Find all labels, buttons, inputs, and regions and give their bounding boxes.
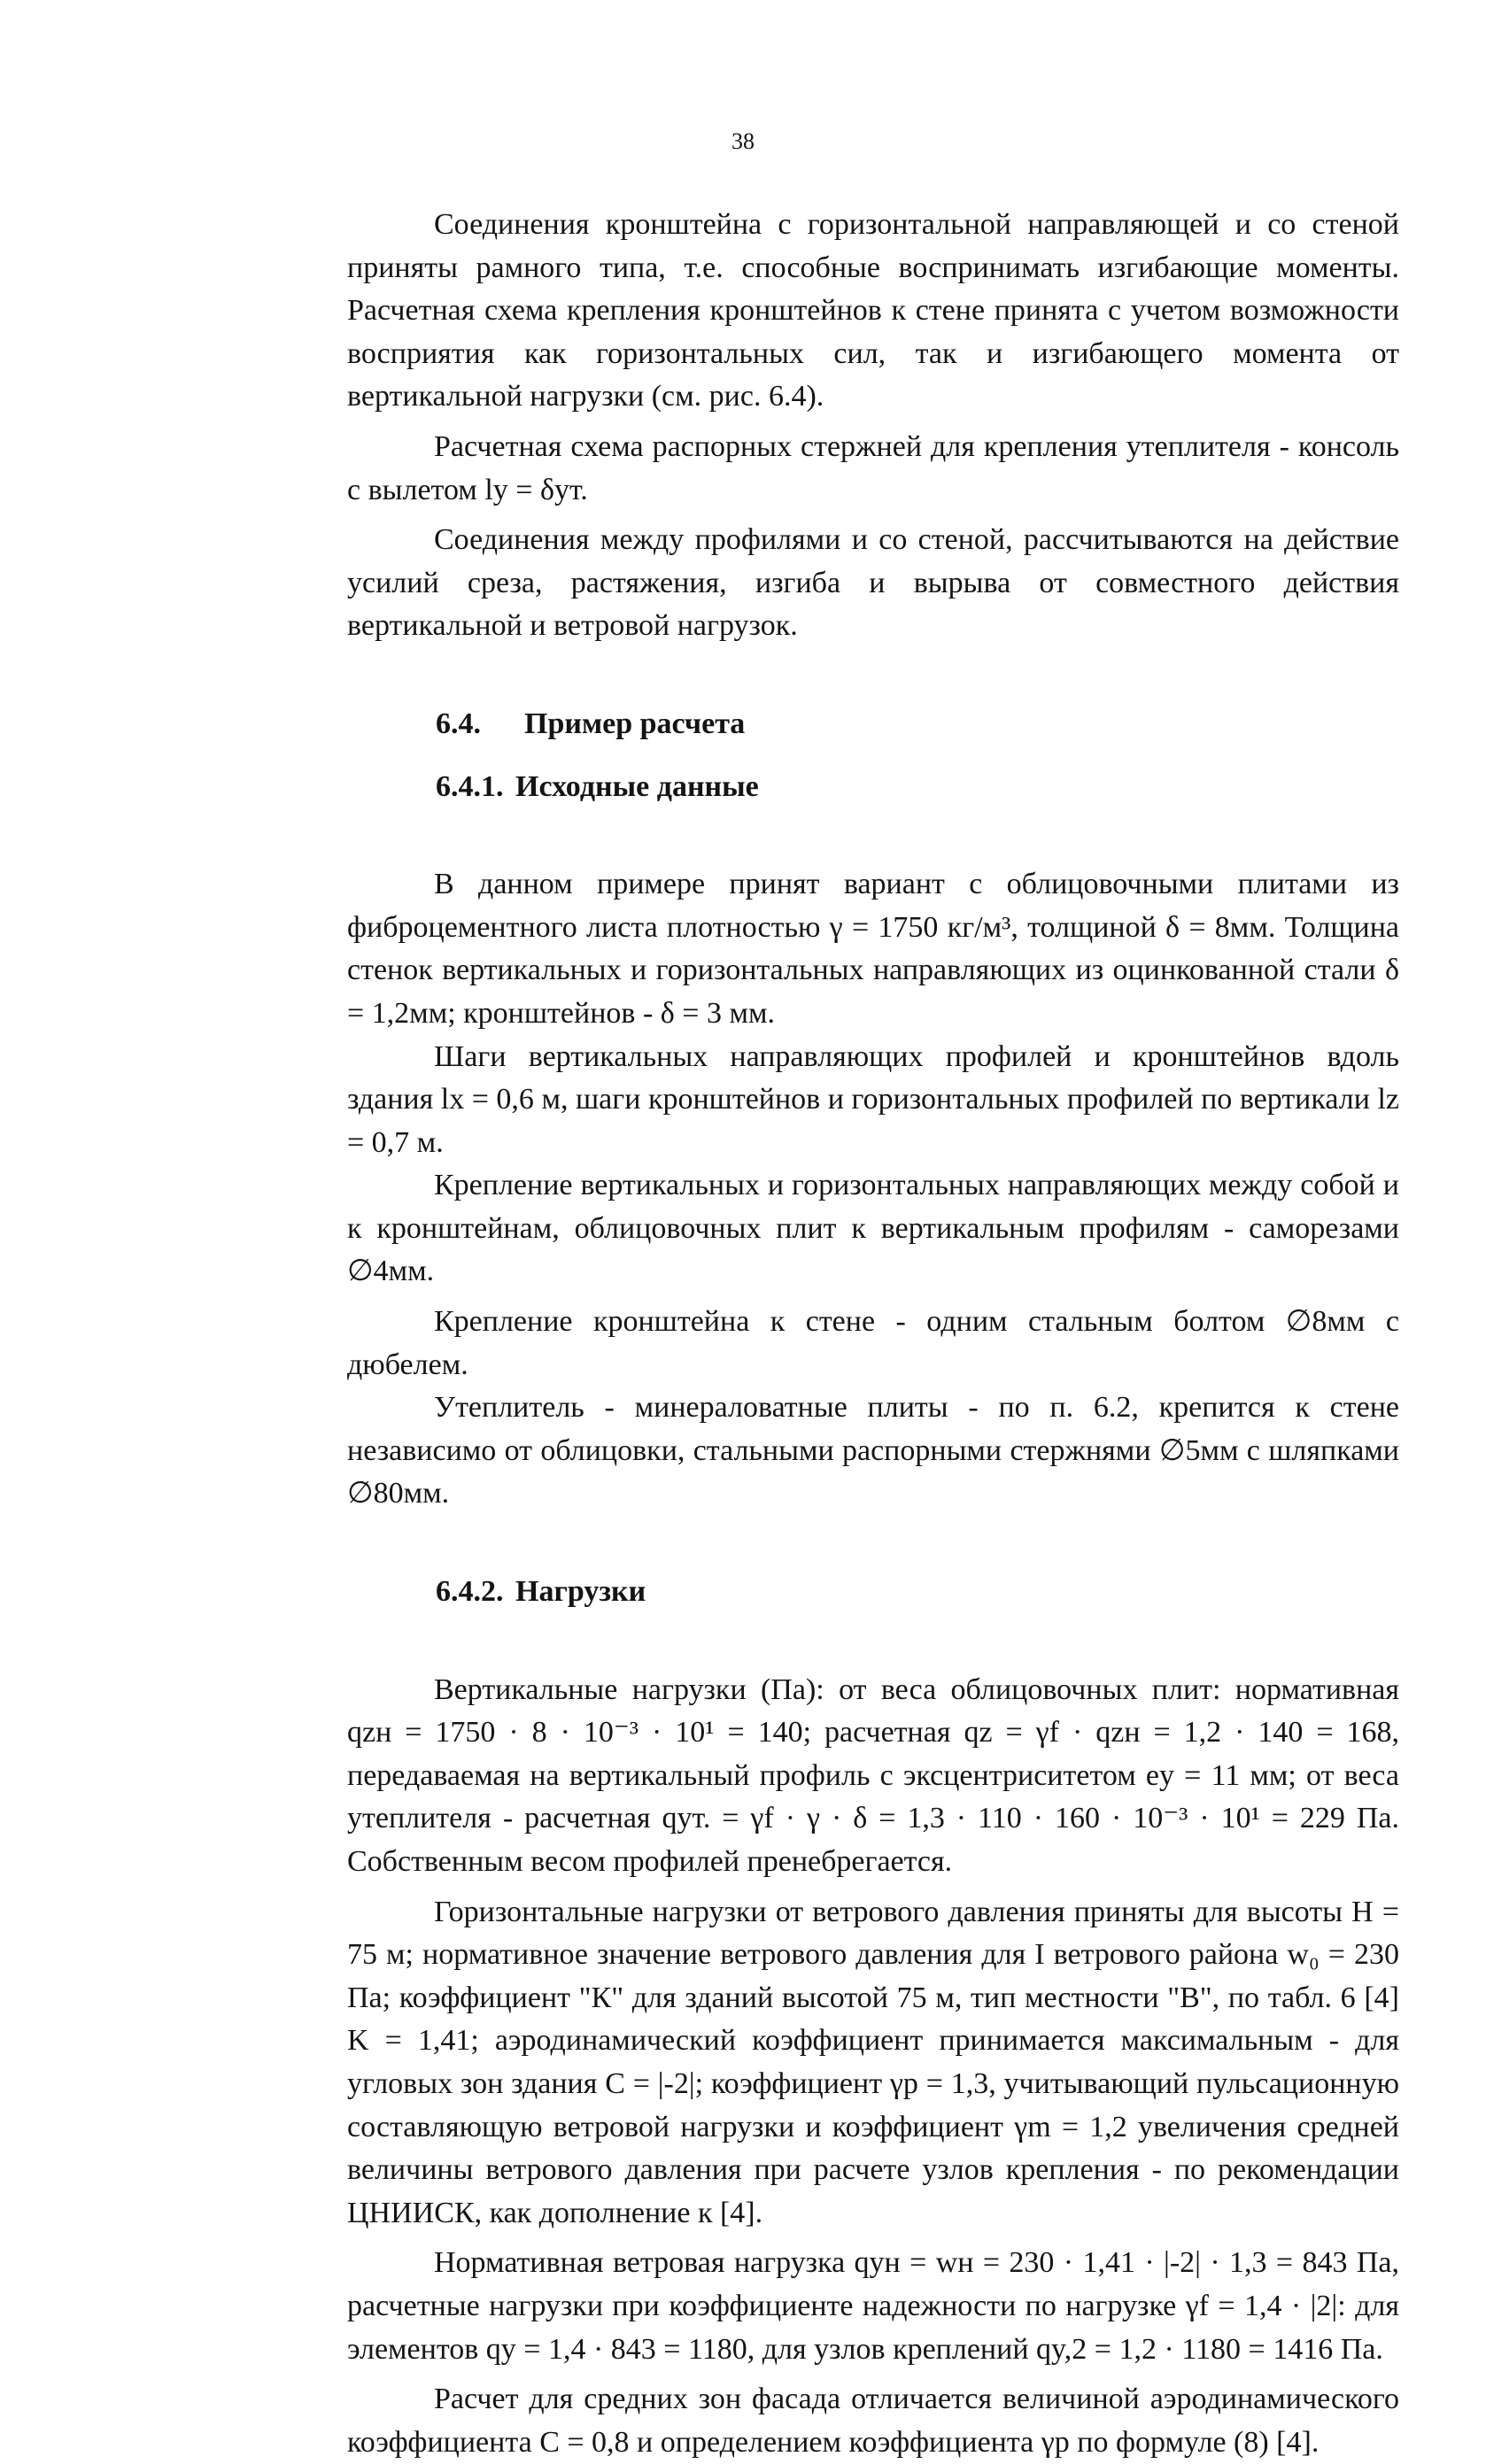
paragraph: Расчетная схема распорных стержней для крепления утеплителя - консоль с вылетом lу = δут. [347, 429, 1399, 506]
paragraph: Соединения между профилями и со стеной, рассчитываются на действие усилий среза, растяжения, изгиба и вырыва от совместного действия вертикальной и ветровой нагрузок. [347, 523, 1399, 643]
subsection-number: 6.4.2. [436, 1575, 504, 1609]
paragraph: Крепление кронштейна к стене - одним стальным болтом ∅8мм с дюбелем. [347, 1305, 1399, 1381]
section-title: Пример расчета [524, 707, 746, 740]
paragraph: В данном примере принят вариант с облицовочными плитами из фиброцементного листа плотностью γ = 1750 кг/м³, толщиной δ = 8мм. Толщина стенок вертикальных и горизонтальных направляющих из оцинкованной стали δ = 1,2мм; кронштейнов - δ = 3 мм. [347, 868, 1399, 1030]
section-number: 6.4. [436, 707, 481, 740]
paragraph: Расчет для средних зон фасада отличается величиной аэродинамического коэффициента C = 0,8 и определением коэффициента γp по формуле (8) [4]. [347, 2383, 1399, 2459]
subsection-title: Нагрузки [515, 1575, 646, 1609]
paragraph: Вертикальные нагрузки (Па): от веса облицовочных плит: нормативная qzн = 1750 · 8 · 10⁻³ · 10¹ = 140; расчетная qz = γf · qzн = 1,2 · 140 = 168, передаваемая на вертикальный профиль с эксцентриситетом ey = 11 мм; от веса утеплителя - расчетная qут. = γf · γ · δ = 1,3 · 110 · 160 · 10⁻³ · 10¹ = 229 Па. Собственным весом профилей пренебрегается. [347, 1672, 1399, 1878]
subsection-number: 6.4.1. [436, 769, 504, 803]
paragraph: Крепление вертикальных и горизонтальных направляющих между собой и к кронштейнам, облицовочных плит к вертикальным профилям - саморезами ∅4мм. [347, 1169, 1399, 1288]
paragraph: Нормативная ветровая нагрузка qyн = wн = 230 · 1,41 · |-2| · 1,3 = 843 Па, расчетные нагрузки при коэффициенте надежности по нагрузке γf = 1,4 · |2|: для элементов qy = 1,4 · 843 = 1180, для узлов креплений qy,2 = 1,2 · 1180 = 1416 Па. [347, 2246, 1399, 2366]
paragraph: Соединения кронштейна с горизонтальной направляющей и со стеной приняты рамного типа, т.е. способные воспринимать изгибающие моменты. Расчетная схема крепления кронштейнов к стене принята с учетом возможности восприятия как горизонтальных сил, так и изгибающего момента от вертикальной нагрузки (см. рис. 6.4). [347, 208, 1399, 413]
section-heading [347, 703, 1399, 746]
paragraph: Горизонтальные нагрузки от ветрового давления приняты для высоты H = 75 м; нормативное значение ветрового давления для I ветрового района w₀ = 230 Па; коэффициент "К" для зданий высотой 75 м, тип местности "В", по табл. 6 [4] K = 1,41; аэродинамический коэффициент принимается максимальным - для угловых зон здания C = |-2|; коэффициент γp = 1,3, учитывающий пульсационную составляющую ветровой нагрузки и коэффициент γm = 1,2 увеличения средней величины ветрового давления при расчете узлов крепления - по рекомендации ЦНИИСК, как дополнение к [4]. [347, 1895, 1399, 2229]
subsection-heading [347, 766, 1399, 809]
paragraph: Утеплитель - минераловатные плиты - по п. 6.2, крепится к стене независимо от облицовки, стальными распорными стержнями ∅5мм с шляпками ∅80мм. [347, 1391, 1399, 1510]
paragraph: Шаги вертикальных направляющих профилей и кронштейнов вдоль здания lх = 0,6 м, шаги кронштейнов и горизонтальных профилей по вертикали lz = 0,7 м. [347, 1039, 1399, 1159]
page-body [347, 204, 1399, 2464]
subsection-title: Исходные данные [515, 769, 759, 803]
subsection-heading [347, 1571, 1399, 1614]
page-number: 38 [731, 128, 755, 154]
